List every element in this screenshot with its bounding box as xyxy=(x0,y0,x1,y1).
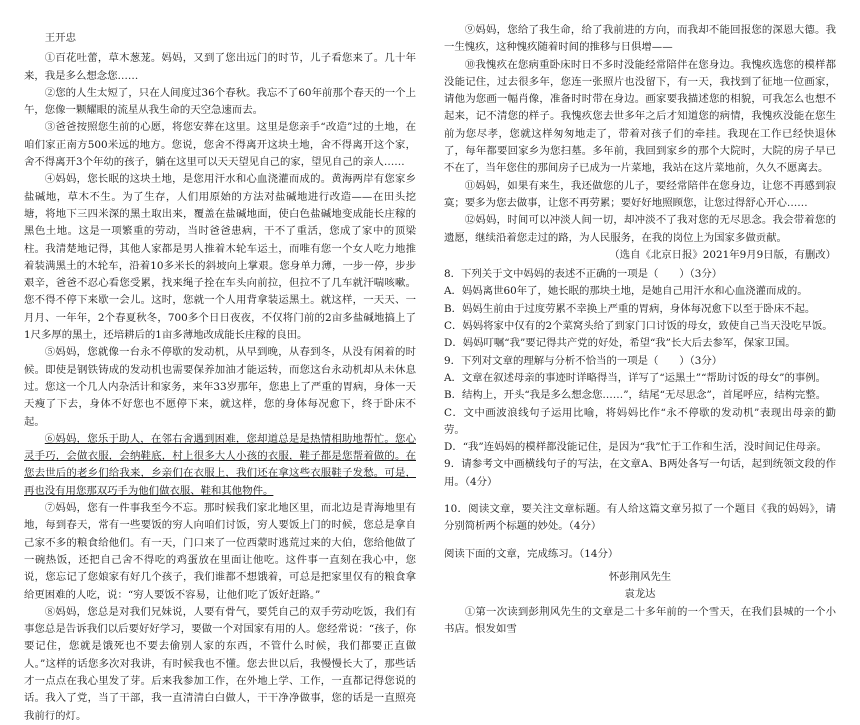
paragraph-12: ⑫妈妈，时间可以冲淡人间一切，却冲淡不了我对您的无尽思念。我会带着您的遗愿，继续沿着您走过的路，为人民服务，在我的岗位上为国家多做贡献。 xyxy=(444,214,836,244)
question-9b: 9．请参考文中画横线句子的写法，在文章A、B两处各写一句话，起到统领文段的作用。（4分） xyxy=(444,458,836,488)
reading-intro: 阅读下面的文章，完成练习。（14分） xyxy=(444,547,619,560)
question-8-option-b: B．妈妈生前由于过度劳累不幸换上严重的胃病，身体每况愈下以至于卧床不起。 xyxy=(444,302,816,315)
question-10: 10．阅读文章，要关注文章标题。有人给这篇文章另拟了一个题目《我的妈妈》，请分别简析两个标题的妙处。（4分） xyxy=(444,503,836,533)
article-author: 王开忠 xyxy=(44,32,76,44)
question-8: 8．下列关于文中妈妈的表述不正确的一项是（ ）（3分） xyxy=(444,268,723,281)
right-column xyxy=(444,22,836,638)
paragraph-2: ②您的人生太短了，只在人间度过36个春秋。我忘不了60年前那个春天的一个上午，您像一颗耀眼的流星从我生命的天空急速而去。 xyxy=(24,86,416,117)
second-article-author: 袁龙达 xyxy=(624,588,656,601)
paragraph-3: ③爸爸按照您生前的心愿，将您安葬在这里。这里是您亲手“改造”过的土地，在咱们家正南方500米远的地方。您说，您舍不得离开这块土地，舍不得离开这个家，舍不得离开3个年幼的孩子，躺在这里可以天天望见自己的家，望见自己的亲人…… xyxy=(24,121,416,169)
left-column xyxy=(24,30,416,725)
question-9: 9．下列对文章的理解与分析不恰当的一项是（ ）（3分） xyxy=(444,354,723,367)
paragraph-11: ⑪妈妈，如果有来生，我还做您的儿子，要经常陪伴在您身边，让您不再感到寂寞；要多为您去做事，让您不再劳累；要好好地照顾您，让您过得舒心开心…… xyxy=(444,179,836,209)
question-9-option-c: C．文中画波浪线句子运用比喻，将妈妈比作“永不停歇的发动机”表现出母亲的勤劳。 xyxy=(444,406,836,436)
paragraph-10: ⑩我愧疚在您病重卧床时日不多时没能经常陪伴在您身边。我愧疚选您的模样都没能记住，过去很多年，您连一张照片也没留下，有一天，我找到了征地一位画家，请他为您画一幅肖像，准备时时带在身边。画家要我描述您的相貌，可我怎么也想不起来，记不清您的样子。我愧疚您去世多年之后才知道您的病情，我愧疚没能在您生前为您尽孝，您就这样匆匆地走了，带着对孩子们的牵挂。我现在工作已经快退休了，每年都要回家乡为您扫墓。多年前，我回到家乡的那个大院时，大院的房子早已不在了，当年您住的那间房子已成为一片菜地，我站在这片菜地前，久久不愿离去。 xyxy=(444,58,836,175)
question-8-option-a: A．妈妈离世60年了，她长眠的那块土地，是她自己用汗水和心血浇灌而成的。 xyxy=(444,285,808,298)
question-8-option-c: C．妈妈将家中仅有的2个菜窝头给了到家门口讨饭的母女，致使自己当天没吃早饭。 xyxy=(444,320,833,333)
question-9-option-b: B．结构上，开头“我是多么想念您……”，结尾“无尽思念”，首尾呼应，结构完整。 xyxy=(444,389,827,402)
paragraph-5: ⑤妈妈，您就像一台永不停歇的发动机，从早到晚，从春到冬，从没有闲着的时候。即使是钢铁铸成的发动机也需要保养加油才能运转，而您这台永动机却从未休息过。您这一个几人内杂活计和家务，来年33岁那年，您患上了严重的胃病，身体一天天瘦了下去，身体不好您也不愿停下来，就这样，您的身体每况愈下，终于卧床不起。 xyxy=(24,346,416,428)
source-note: （选自《北京日报》2021年9月9日版，有删改） xyxy=(609,248,836,261)
paragraph-8: ⑧妈妈，您总是对我们兄妹说，人要有骨气，要凭自己的双手劳动吃饭，我们有事您总是告诉我们以后要好好学习，要做一个对国家有用的人。您经常说：“孩子，你要记住，您就是饿死也不要去偷别人家的东西，不管什么时候，我们都要正直做人。”这样的话您多次对我讲，有时候我也不懂。您去世以后，我慢慢长大了，那些话才一点点在我心里发了芽。后来我参加工作，在外地上学、工作，一直都记得您说的话。我入了党，当了干部，我一直清清白白做人，干干净净做事，您的话是一直照亮我前行的灯。 xyxy=(24,605,416,722)
question-8-option-d: D．妈妈叮嘱“我”要记得共产党的好处，希望“我”长大后去参军，保家卫国。 xyxy=(444,337,796,350)
paragraph-1: ①百花吐蕾，草木葱茏。妈妈，又到了您出远门的时节，儿子看您来了。几十年来，我是多么想念您…… xyxy=(24,52,416,82)
second-article-paragraph-1: ①第一次读到彭荆风先生的文章是二十多年前的一个雪天，在我们县城的一个小书店。恨发如雪 xyxy=(444,605,836,635)
paragraph-6: ⑥妈妈，您乐于助人，在邻右舍遇到困难，您却道总是是热情相助地帮忙。您心灵手巧，会做衣服，会纳鞋底，村上很多大人小孩的衣服，鞋子都是您帮着做的。在您去世后的老乡们给我来，乡亲们在衣服上，我们还在拿这些衣服鞋子发愁。可是，再也没有用您那双巧手为他们做衣服、鞋和其他物件。 xyxy=(24,432,416,497)
second-article-title: 怀彭荆风先生 xyxy=(608,570,672,583)
question-9-option-a: A．文章在叙述母亲的事迹时详略得当，详写了“运黑土”“帮助讨饭的母女”的事例。 xyxy=(444,371,827,384)
question-9-option-d: D．“我”连妈妈的模样都没能记住，是因为“我”忙于工作和生活，没时间记住母亲。 xyxy=(444,441,827,454)
paragraph-7: ⑦妈妈，您有一件事我至今不忘。那时候我们家北地区里，而北边是青海地里有地，每到春天，常有一些要饭的穷人向咱们讨饭，穷人要饭上门的时候，您总是拿自己家不多的粮食给他们。有一天，门口来了一位西蒙时逃荒过来的大伯，您给他做了一碗热饭，还把自己舍不得吃的鸡蛋放在里面让他吃。这件事一直刻在我心中，您说，您忘记了您娘家有好几个孩子，我们谁都不想饿着，可总是把家里仅有的粮食拿给更困难的人吃，说：“穷人要饭不容易，让他们吃了饭好赶路。” xyxy=(24,502,416,601)
paragraph-9: ⑨妈妈，您给了我生命，给了我前进的方向，而我却不能回报您的深恩大德。我一生愧疚，这种愧疚随着时间的推移与日俱增—— xyxy=(444,24,836,54)
paragraph-4: ④妈妈，您长眠的这块土地，是您用汗水和心血浇灌而成的。黄海两岸有您家乡盐碱地，草木不生。为了生存，人们用原始的方法对盐碱地进行改造——在田头挖塘，将地下三四米深的黑土取出来，覆盖在盐碱地面，使白色盐碱地变成能长庄稼的黑色土地。这是一项繁重的劳动，当时爸爸患病，干不了重活，您成了家中的顶梁柱。我清楚地记得，其他人家都是男人推着木轮车运土，而唯有您一个女人吃力地推着装满黑土的木轮车，沿着10多米长的斜坡向上掌艰。您身单力薄，一步一停，步步艰辛，爸爸不忍心看您受累，找来绳子拴在车头向前拉，但拉不了几车就汗喘咳嗽。您不得不停下来歇一会儿。这时，您就一个人用背拿装运黑土。就这样，一天天、一月月、一年年，2个春夏秋冬，700多个日日夜夜，不仅将门前的2亩多盐碱地搞上了1尺多厚的黑土，还培耕后的1亩多薄地改成能长庄稼的良田。 xyxy=(24,173,416,342)
